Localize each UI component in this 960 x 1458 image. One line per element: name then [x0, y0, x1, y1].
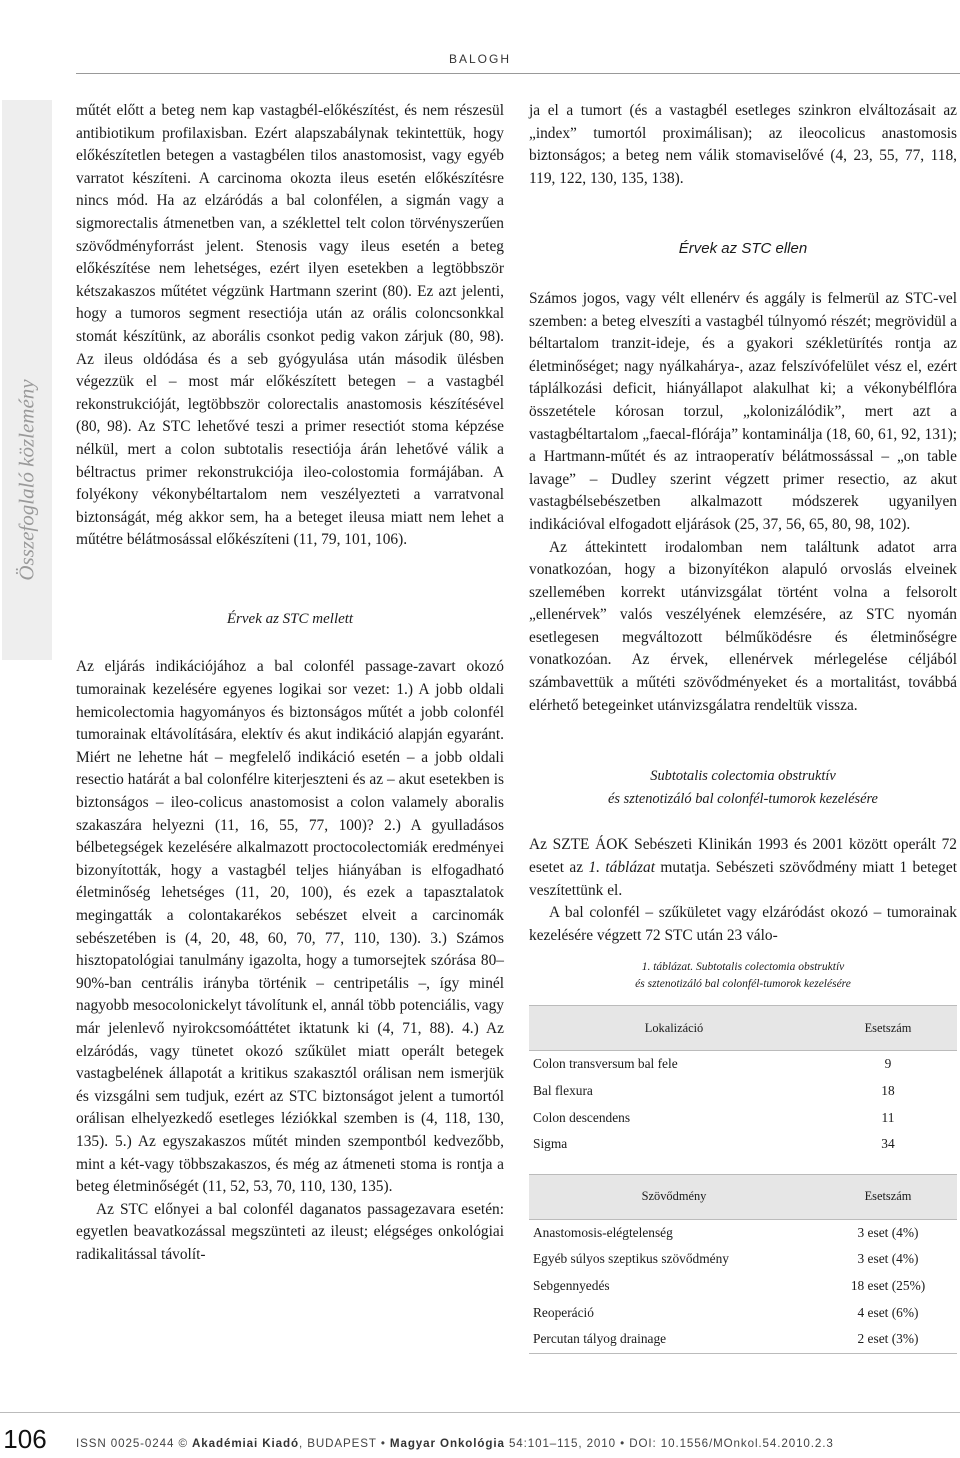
side-label-text: Összefoglaló közlemény: [14, 379, 39, 581]
header-case-count: Esetszám: [819, 1174, 957, 1219]
right-paragraph-2: Számos jogos, vagy vélt ellenérv és aggály is felmerül az STC-vel szemben: a beteg elveszíti a vastagbél túlnyomó részét; megrövidül a béltartalom tranzit-ideje, és a gyakori székletürítés rontja az életminőséget; nagy nyálkahárya-, azaz felszívófelület vész el, ezért táplálkozási deficit, hiányállapot alakulhat ki; a vékonybélflóra összetétele kórosan torzul, „kolonizálódik”, mert azt a vastagbéltartalom „faecal-flórája” kontaminálja (18, 60, 61, 92, 131); a Hartmann-műtét és az intraoperatív bélátmossással – „on table lavage” – Dudley szerint végzett primer resectio, az akut vastagbélsebészetben alkalmazott módszerek ugyanilyen indikációval elfogadott eljárások (25, 37, 56, 65, 80, 98, 102).: [529, 289, 957, 533]
table-row: [529, 1131, 957, 1158]
section-title-contra: Érvek az STC ellen: [678, 240, 808, 258]
row-value: 3 eset (4%): [857, 1224, 919, 1240]
side-label: [2, 100, 52, 660]
row-label: Anastomosis-elégtelenség: [533, 1224, 673, 1240]
left-paragraph-2: Az eljárás indikációjához a bal colonfél passage-zavart okozó tumorainak kezelésére egyenes logikai sor vezet: 1.) A jobb oldali hemicolectomia hagyományos és biztonságos műtét a jobb colonfél tumorainak eltávolítására, elektív és akut indikáció alapján egyaránt. Miért ne lehetne hát – megfelelő indikáció esetén – a jobb oldali resectio határát a bal colonfélre kiterjeszteni és az – akut esetekben is biztonságos – ileo-colicus anastomosist a colon valamely aboralis szakaszára helyezni (11, 16, 55, 77, 100)? 2.) A gyulladásos bélbetegségek kezelésére alkalmazott proctocolectomiák eredményei bizonyították, hogy a vastagbél teljes hiányában is elfogadható életminőség lehetséges (11, 20, 100), és ezek a tapasztalatok megingatták a colontakarékos sebészet elveit a carcinomák sebészetében is (4, 20, 48, 60, 70, 77, 110, 130). 3.) Számos hisztopatológiai tanulmány igazolta, hogy a tumorsejtek szórása 80–90%-ban centrális irányba történik – centripetális –, így minél nagyobb mesocolonickelyt távolítunk el, annál több potenciális, vagy már jelenlevő nyirokcsomóáttétet iktatunk ki (4, 71, 88). 4.) Az elzáródás, vagy tünetet okozó szűkület miatt operált betegek vastagbelének állapotát a kritikus szakasztól orálisan nem ismerjük és vizsgálni sem tudjuk, ezért az STC biztonságot jelent a tumortól orálisan elhelyezkedő esetleges léziókkal szemben is (4, 118, 130, 135). 5.) Az egyszakaszos műtét minden szempontból kedvezőbb, mint a két-vagy többszakaszos, és még az átmeneti stoma is rontja a beteg életminőségét (11, 52, 53, 70, 110, 130, 135).: [76, 658, 504, 1196]
row-label: Reoperáció: [533, 1304, 594, 1320]
page-number: 106: [3, 1424, 47, 1454]
table-spacer: [529, 1158, 957, 1175]
row-label: Percutan tályog drainage: [529, 1326, 819, 1353]
right-paragraph-4: [529, 834, 957, 902]
section-title-subtotal-line-2: és sztenotizáló bal colonfél-tumorok kezelésére: [608, 790, 878, 807]
table-row: [529, 1246, 957, 1273]
row-label: Sigma: [533, 1136, 568, 1152]
footer-issn: ISSN 0025-0244: [76, 1437, 175, 1450]
table-row: [529, 1219, 957, 1246]
section-title-subtotal: [529, 765, 957, 810]
row-value: 4 eset (6%): [857, 1304, 919, 1320]
row-value: 18: [881, 1083, 895, 1098]
copyright-icon: ©: [178, 1437, 188, 1450]
footer-journal: Magyar Onkológia: [389, 1437, 505, 1450]
footer-rule: [0, 1412, 960, 1413]
table-reference: 1. táblázat: [588, 859, 655, 877]
bullet-icon: •: [620, 1437, 626, 1450]
footer-city: , BUDAPEST: [298, 1437, 377, 1450]
section-title-pro: Érvek az STC mellett: [226, 610, 354, 627]
right-paragraph-4-start: Az SZTE ÁOK Sebészeti Klinikán 1993 és 2001 között operált 72 esetet az: [529, 836, 957, 877]
table-row: [529, 1078, 957, 1105]
row-value: 9: [884, 1056, 892, 1072]
left-paragraph-3: Az STC előnyei a bal colonfél daganatos passagezavara esetén: egyetlen beavatkozással megszünteti az ileust; elégséges onkológiai radikalitással távolít-: [76, 1200, 504, 1263]
right-paragraph-4-end: mutatja. Sebészeti szövődmény miatt 1 beteget veszítettünk el.: [529, 859, 957, 899]
running-header: BALOGH: [448, 52, 511, 66]
row-value: 2 eset (3%): [819, 1326, 957, 1353]
left-paragraph-1: műtét előtt a beteg nem kap vastagbél-előkészítést, és nem részesül antibiotikum profilaxisban. Ezért alapszabálynak tekintettük, hogy előkészítetlen betegen a vastagbélen tilos anastomosist, vagy egyéb varratot készíteni. A carcinoma okozta ileus esetén előkészítésre nincs mód. Ha az elzáródás a bal colonfélen, a sigmán vagy a sigmorectalis átmenetben van, a széklettel telt colon törvényszerűen szövődményforrást jelent. Stenosis vagy ileus esetén a beteg előkészítése nem lehetséges, ezért ilyen esetekben a legtöbbször kétszakaszos műtétet végzünk Hartmann szerint (80). Ez azt jelenti, hogy a tumoros segment resectiója után az orális coloncsonkkal stomát készítünk, az aborális csonkot pedig vakon zárjuk (80, 98). Az ileus oldódása és a seb gyógyulása után második ülésben végezzük el – most már előkészített betegen – a vastagbél rekonstrukcióját, legtöbbször colorectalis anastomosis készítésével (80, 98). Az STC lehetővé teszi a primer resectiót stoma képzése nélkül, mert a colon subtotalis resectiója árán lehetővé válik a béltractus primer rekonstrukciója ileo-colostomia formájában. A folyékony vékonybéltartalom nem veszélyezteti a varratvonal biztonságát, még akkor sem, ha a beteget ileusa miatt nem lehet a műtétre bélátmosással előkészíteni (11, 79, 101, 106).: [76, 102, 504, 549]
row-value: 18 eset (25%): [850, 1277, 926, 1293]
right-column: [529, 100, 957, 1354]
table-row: [529, 1273, 957, 1300]
table-row: [529, 1051, 957, 1078]
right-paragraph-1: ja el a tumort (és a vastagbél esetleges szinkron elváltozásait az „index” tumortól proximálisan); az ileocolicus anastomosis biztonságos; a beteg nem válik stomaviselővé (4, 23, 55, 77, 118, 119, 122, 130, 135, 138).: [529, 102, 957, 187]
header-complication: Szövődmény: [529, 1174, 819, 1219]
table-caption-line-2: és sztenotizáló bal colonfél-tumorok kezelésére: [635, 978, 851, 991]
table-header-complication: [529, 1174, 957, 1219]
row-label: Colon descendens: [533, 1109, 631, 1125]
header-rule: [76, 73, 960, 74]
footer-citation: [76, 1437, 834, 1450]
table-header-localization: [529, 1006, 957, 1051]
row-value: 3 eset (4%): [857, 1251, 919, 1267]
header-case-count: Esetszám: [819, 1006, 957, 1051]
row-value: 34: [881, 1136, 895, 1152]
table-row: [529, 1300, 957, 1327]
footer-doi: DOI: 10.1556/MOnkol.54.2010.2.3: [629, 1437, 834, 1450]
footer-volume: 54:101–115, 2010: [504, 1437, 616, 1450]
row-label: Colon transversum bal fele: [533, 1056, 678, 1072]
row-label: Bal flexura: [533, 1083, 593, 1098]
header-localization: Lokalizáció: [529, 1006, 819, 1051]
table-row: [529, 1105, 957, 1132]
table-caption: [529, 959, 957, 993]
bullet-icon: •: [380, 1437, 386, 1450]
table-caption-line-1: 1. táblázat. Subtotalis colectomia obstruktív: [641, 961, 845, 974]
footer-publisher: Akadémiai Kiadó: [192, 1437, 299, 1450]
results-table: [529, 1005, 957, 1353]
row-label: Egyéb súlyos szeptikus szövődmény: [533, 1251, 730, 1267]
table-row: [529, 1326, 957, 1353]
row-value: 11: [881, 1109, 895, 1125]
row-label: Sebgennyedés: [533, 1277, 610, 1293]
right-paragraph-3: Az áttekintett irodalomban nem találtunk adatot arra vonatkozóan, hogy a bizonyítékon alapuló orvoslás elveinek szellemében korrekt utánvizsgálat történt volna a felsorolt „ellenérvek” valós veszélyének elemzésére, az STC nyomán esetlegesen megváltozott bélműködésre és életminőségre vonatkozóan. Az érvek, ellenérvek mérlegelése céljából számbavettük a műtéti szövődményeket és a mortalitást, továbbá elérhető betegeinket utánvizsgálatra rendeltük vissza.: [529, 538, 957, 714]
section-title-subtotal-line-1: Subtotalis colectomia obstruktív: [650, 768, 836, 785]
right-paragraph-5: A bal colonfél – szűkületet vagy elzáródást okozó – tumorainak kezelésére végzett 72 STC után 23 válo-: [529, 904, 957, 944]
left-column: [76, 100, 504, 1267]
